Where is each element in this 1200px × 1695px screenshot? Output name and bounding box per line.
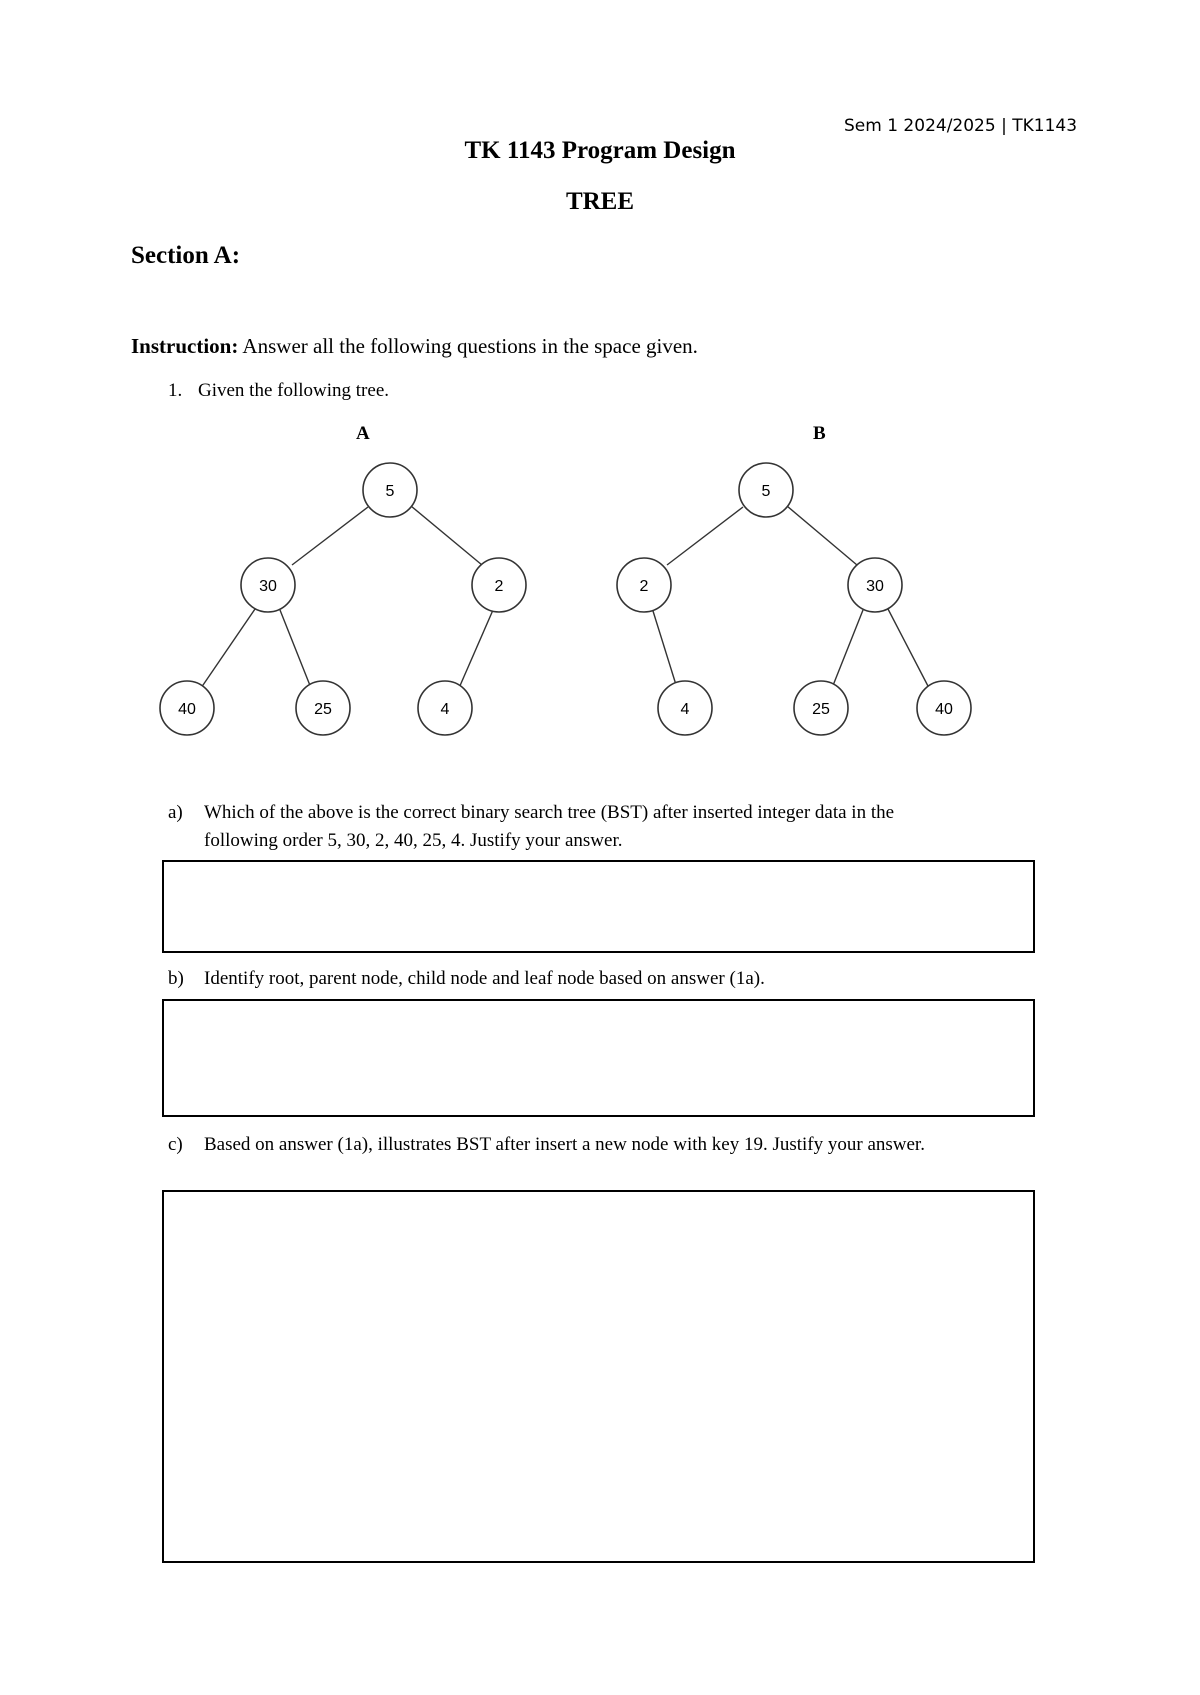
tree-a-edge-5-30 (292, 507, 368, 565)
tree-b-node-left-right-label: 4 (680, 701, 690, 718)
tree-b-node-left-right (658, 681, 712, 735)
tree-a-node-right (472, 558, 526, 612)
tree-a-node-right-left-label: 4 (440, 701, 450, 718)
answer-box-a[interactable] (162, 860, 1035, 953)
tree-b-node-right-left (794, 681, 848, 735)
tree-a-edge-30-25 (280, 610, 311, 688)
tree-b-node-left (617, 558, 671, 612)
tree-a-edge-2-4 (459, 610, 493, 688)
tree-a-node-left-left (160, 681, 214, 735)
subquestion-c-line1: Based on answer (1a), illustrates BST after insert a new node with key 19. Justify your answer. (204, 1134, 925, 1155)
tree-a-node-left-right-label: 25 (314, 701, 332, 718)
tree-b-node-right-right-label: 40 (935, 701, 953, 718)
subquestion-b (168, 965, 1068, 995)
tree-b-node-root (739, 463, 793, 517)
tree-b-node-right-label: 30 (866, 578, 884, 595)
subquestion-b-line1: Identify root, parent node, child node and leaf node based on answer (1a). (204, 968, 765, 989)
tree-a-edge-30-40 (201, 609, 255, 688)
tree-b-node-left-label: 2 (639, 578, 649, 595)
tree-a-node-left-right (296, 681, 350, 735)
tree-a-edge-5-2 (411, 506, 482, 565)
subquestion-a (168, 799, 1068, 859)
document-title: TK 1143 Program Design (464, 137, 736, 164)
subquestion-b-letter: b) (168, 968, 184, 989)
instruction-label: Instruction: (131, 334, 239, 358)
tree-b-node-right-right (917, 681, 971, 735)
tree-a-nodes (160, 463, 526, 735)
answer-box-c[interactable] (162, 1190, 1035, 1563)
tree-b-edge-5-2 (667, 507, 743, 565)
instruction-text: Answer all the following questions in the space given. (238, 334, 698, 358)
tree-b-node-right-left-label: 25 (812, 701, 830, 718)
tree-b-nodes (617, 463, 971, 735)
tree-a-label: A (356, 423, 370, 444)
subquestion-c-letter: c) (168, 1134, 183, 1155)
tree-a-node-root-label: 5 (385, 483, 395, 500)
course-reference: Sem 1 2024/2025 | TK1143 (844, 116, 1078, 136)
tree-b-node-root-label: 5 (761, 483, 771, 500)
subquestion-a-letter: a) (168, 802, 183, 823)
subquestion-c (168, 1131, 1088, 1161)
tree-b-edge-5-30 (787, 506, 857, 565)
question-1-number: 1. (168, 380, 183, 401)
subquestion-a-line2: following order 5, 30, 2, 40, 25, 4. Justify your answer. (204, 830, 623, 851)
tree-b-edge-30-25 (832, 610, 863, 688)
tree-b-edge-2-4 (653, 611, 677, 688)
tree-a-node-left (241, 558, 295, 612)
tree-a-node-root (363, 463, 417, 517)
answer-box-b[interactable] (162, 999, 1035, 1117)
tree-b-edge-30-40 (888, 609, 929, 688)
section-heading: Section A: (131, 242, 241, 269)
tree-a-node-left-label: 30 (259, 578, 277, 595)
tree-a-node-right-left (418, 681, 472, 735)
question-1-text: Given the following tree. (198, 380, 390, 401)
tree-a-node-left-left-label: 40 (178, 701, 196, 718)
tree-b-node-right (848, 558, 902, 612)
topic-title: TREE (565, 188, 635, 215)
subquestion-a-line1: Which of the above is the correct binary search tree (BST) after inserted integer data in the (204, 802, 895, 823)
tree-a-node-right-label: 2 (494, 578, 504, 595)
tree-b-label: B (813, 423, 826, 444)
